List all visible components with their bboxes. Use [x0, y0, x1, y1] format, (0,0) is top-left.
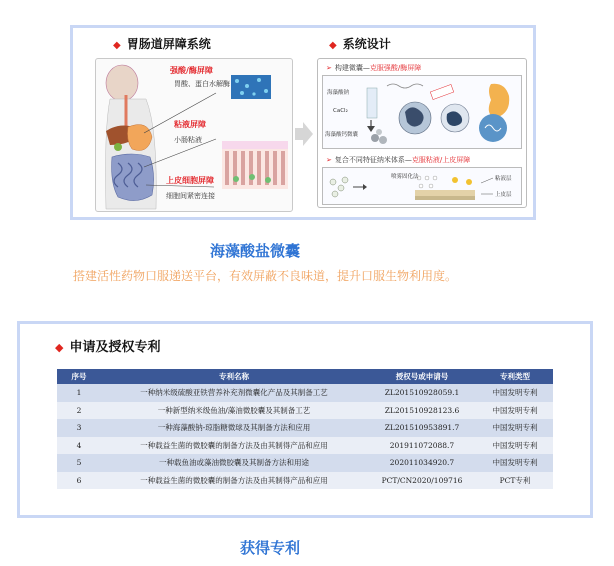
row-patent-type: 中国发明专利 [477, 454, 553, 472]
acid-sub-label: 胃酸、蛋白水解酶 [174, 80, 230, 88]
design2-heading: ➢ 复合不同特征纳米体系—克服粘液/上皮屏障 [326, 156, 471, 164]
mucus-sub-label: 小肠粘液 [174, 136, 202, 144]
column-header-index: 序号 [57, 369, 101, 384]
table-row [57, 402, 553, 420]
row-index: 2 [57, 402, 101, 420]
row-patent-type: 中国发明专利 [477, 437, 553, 455]
arrow-bullet-icon: ➢ [326, 64, 332, 72]
row-patent-name: 一种纳米级硫酸亚铁营养补充剂微囊化产品及其制备工艺 [101, 384, 367, 402]
spray-curing-label: 喷雾固化法 [391, 174, 419, 180]
column-header-number: 授权号或申请号 [367, 369, 477, 384]
row-patent-name: 一种载益生菌的微胶囊的制备方法及由其制得产品和应用 [101, 437, 367, 455]
epithelial-sub-label: 细胞间紧密连接 [166, 192, 215, 200]
mucus-layer-label: 粘液层 [495, 176, 512, 182]
table-row [57, 454, 553, 472]
row-patent-name: 一种载益生菌的微胶囊的制备方法及由其制得产品和应用 [101, 472, 367, 490]
table-header-row [57, 369, 553, 384]
table-row [57, 419, 553, 437]
row-patent-name: 一种海藻酸钠-琼脂糖微球及其制备方法和应用 [101, 419, 367, 437]
gi-anatomy-illustration [95, 58, 293, 212]
mucus-barrier-label: 粘液屏障 [174, 120, 206, 129]
row-patent-type: 中国发明专利 [477, 384, 553, 402]
alginate-microcapsule-description: 搭建活性药物口服递送平台，有效屏蔽不良味道，提升口服生物利用度。 [73, 269, 458, 283]
row-index: 6 [57, 472, 101, 490]
patent-table [57, 369, 553, 489]
row-patent-name: 一种新型纳米级鱼油/藻油微胶囊及其制备工艺 [101, 402, 367, 420]
alginate-microcapsule-title: 海藻酸盐微囊 [210, 242, 301, 260]
microcapsule-illustration [323, 76, 523, 150]
column-header-name: 专利名称 [101, 369, 367, 384]
row-patent-type: 中国发明专利 [477, 402, 553, 420]
cacl2-label: CaCl₂ [333, 108, 348, 114]
nanosystem-illustration [323, 168, 523, 206]
gi-barrier-heading: ◆ 胃肠道屏障系统 [113, 37, 211, 51]
row-patent-name: 一种载鱼油或藻油微胶囊及其制备方法和用途 [101, 454, 367, 472]
column-header-type: 专利类型 [477, 369, 553, 384]
epithelial-barrier-label: 上皮细胞屏障 [166, 176, 214, 185]
design1-heading: ➢ 构建微囊—克服强酸/酶屏障 [326, 64, 422, 72]
table-row [57, 437, 553, 455]
epithelial-layer-label: 上皮层 [495, 192, 512, 198]
row-patent-number: ZL201510928059.1 [367, 384, 477, 402]
diamond-bullet-icon: ◆ [55, 341, 64, 354]
sodium-alginate-label: 海藻酸钠 [327, 90, 350, 96]
system-design-heading: ◆ 系统设计 [329, 37, 391, 51]
patent-heading: ◆ 申请及授权专利 [55, 340, 161, 355]
row-index: 4 [57, 437, 101, 455]
microcapsule-diagram [322, 75, 522, 149]
row-index: 1 [57, 384, 101, 402]
nanosystem-diagram [322, 167, 522, 205]
diamond-bullet-icon: ◆ [113, 40, 121, 51]
arrow-bullet-icon: ➢ [326, 156, 332, 164]
table-row [57, 384, 553, 402]
arrow-right-icon [295, 122, 313, 146]
patent-panel [17, 321, 593, 518]
row-patent-type: PCT专利 [477, 472, 553, 490]
calcium-alginate-microcapsule-label: 海藻酸钙微囊 [325, 132, 359, 138]
row-index: 5 [57, 454, 101, 472]
row-patent-type: 中国发明专利 [477, 419, 553, 437]
row-patent-number: 201911072088.7 [367, 437, 477, 455]
row-patent-number: ZL201510953891.7 [367, 419, 477, 437]
patents-obtained-title: 获得专利 [240, 539, 301, 557]
system-design-panel [317, 58, 527, 208]
acid-enzyme-barrier-label: 强酸/酶屏障 [170, 66, 213, 75]
row-index: 3 [57, 419, 101, 437]
row-patent-number: ZL201510928123.6 [367, 402, 477, 420]
diamond-bullet-icon: ◆ [329, 40, 337, 51]
system-figure-panel [70, 25, 536, 220]
row-patent-number: PCT/CN2020/109716 [367, 472, 477, 490]
table-row [57, 472, 553, 490]
row-patent-number: 202011034920.7 [367, 454, 477, 472]
